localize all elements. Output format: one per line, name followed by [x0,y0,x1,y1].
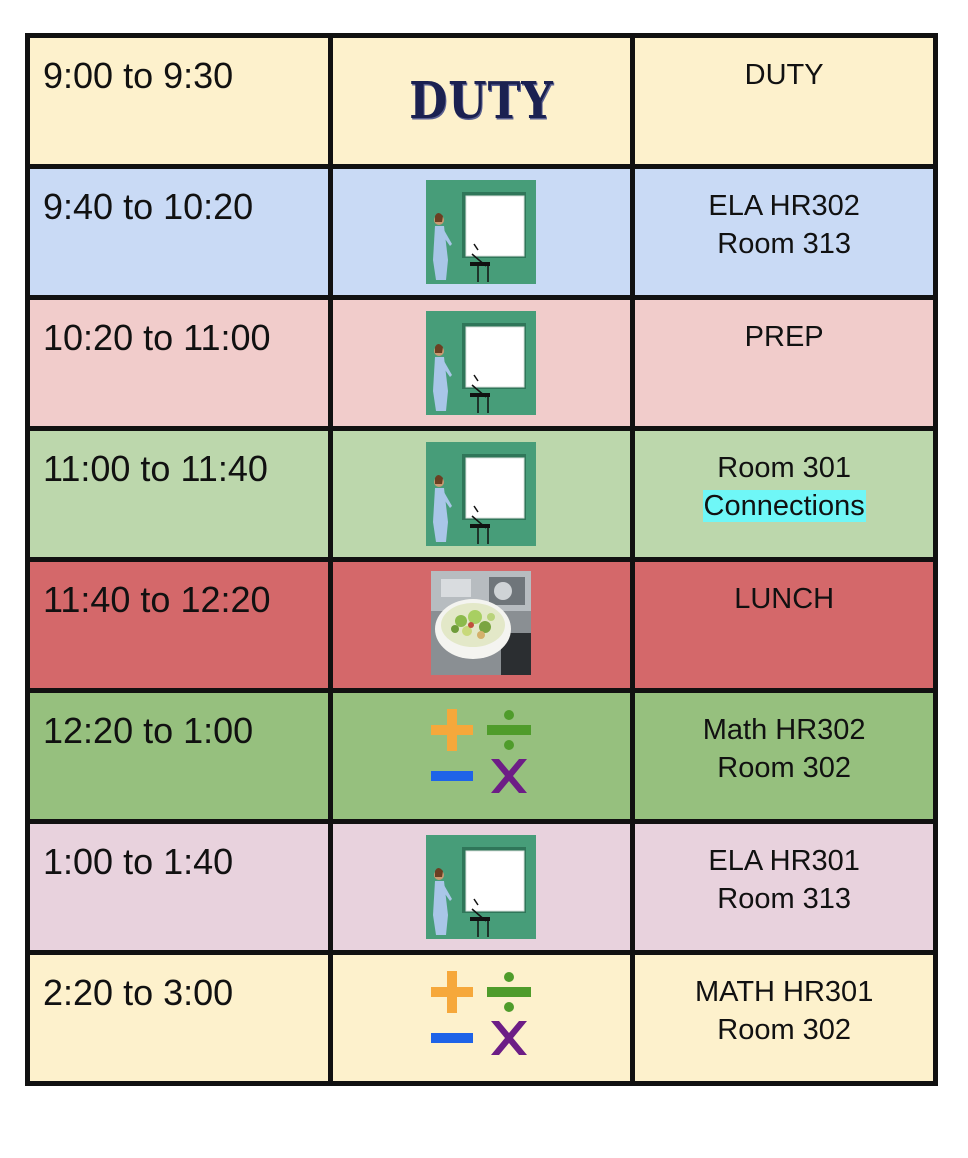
time-cell [28,429,331,560]
icon-cell [330,691,633,822]
plus-icon [431,709,473,751]
icon-cell [330,953,633,1084]
time-cell [28,560,331,691]
description-line [635,487,933,525]
schedule-row [28,36,936,167]
times-icon [491,759,527,793]
schedule-row [28,560,936,691]
time-slot: 10:20 to 11:00 [43,317,271,358]
description-line: MATH HR301 [694,976,874,1008]
time-slot: 2:20 to 3:00 [43,972,234,1013]
description-line: Room 301 [717,452,852,484]
description-line: ELA HR302 [708,190,860,222]
description-line: PREP [744,321,824,353]
time-slot: 9:40 to 10:20 [43,186,254,227]
time-slot: 11:40 to 12:20 [43,579,271,620]
schedule-row [28,298,936,429]
icon-cell [330,36,633,167]
highlighted-text: Connections [703,490,865,523]
time-cell [28,953,331,1084]
schedule-row [28,691,936,822]
schedule-row [28,953,936,1084]
classroom-icon [426,180,536,284]
schedule-row [28,429,936,560]
time-cell [28,298,331,429]
description-line: DUTY [744,59,824,91]
schedule-row [28,822,936,953]
times-icon [491,1021,527,1055]
minus-icon [431,771,473,781]
description-cell [633,167,936,298]
math-symbols-icon [429,971,533,1061]
plus-icon [431,971,473,1013]
time-cell [28,691,331,822]
description-line: Room 302 [717,752,852,785]
description-line: Room 302 [717,1014,852,1047]
description-cell [633,298,936,429]
description-cell [633,691,936,822]
description-cell [633,429,936,560]
description-cell [633,36,936,167]
time-slot: 12:20 to 1:00 [43,710,254,751]
description-cell [633,560,936,691]
time-slot: 1:00 to 1:40 [43,841,234,882]
duty-sign-icon: DUTY [409,71,554,131]
description-line: ELA HR301 [708,845,860,877]
description-line: LUNCH [734,583,835,615]
icon-cell [330,429,633,560]
schedule-row [28,167,936,298]
time-cell [28,822,331,953]
time-cell [28,167,331,298]
classroom-icon [426,311,536,415]
time-slot: 9:00 to 9:30 [43,55,234,96]
minus-icon [431,1033,473,1043]
time-cell [28,36,331,167]
icon-cell [330,560,633,691]
lunch-salad-icon [431,571,531,675]
math-symbols-icon [429,709,533,799]
description-cell [633,953,936,1084]
description-cell [633,822,936,953]
description-line: Room 313 [717,228,852,261]
divide-icon [487,972,531,1012]
icon-cell [330,167,633,298]
icon-cell [330,822,633,953]
description-line: Room 313 [717,883,852,916]
divide-icon [487,710,531,750]
icon-cell [330,298,633,429]
description-line: Math HR302 [702,714,866,746]
schedule-table [25,33,938,1086]
classroom-icon [426,442,536,546]
time-slot: 11:00 to 11:40 [43,448,268,489]
classroom-icon [426,835,536,939]
